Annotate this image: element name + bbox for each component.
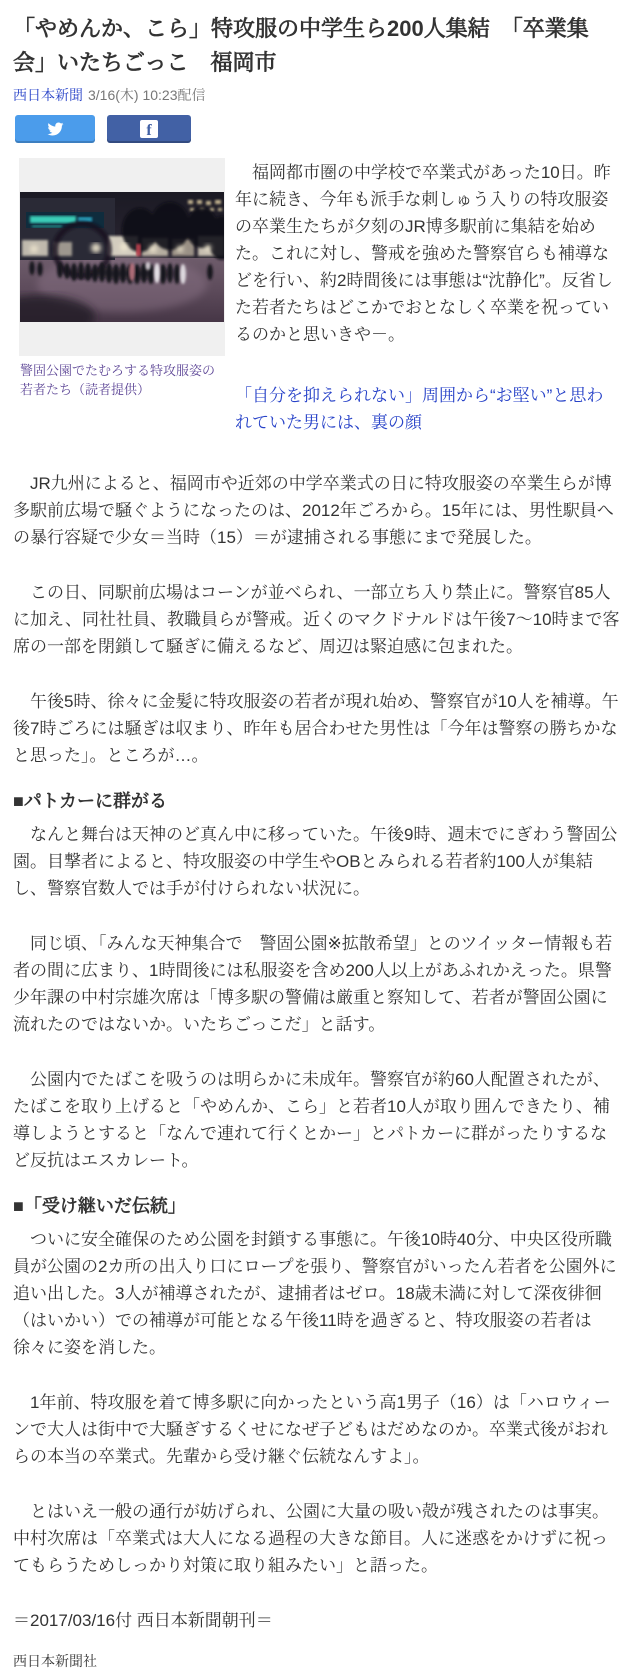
article-meta [13,86,620,104]
article-paragraph: 同じ頃、「みんな天神集合で 警固公園※拡散希望」とのツイッター情報も若者の間に広まり、1時間後には私服姿を含め200人以上があふれかえった。県警少年課の中村宗雄次席は「博多駅の警備は厳重と察知して、若者が警固公園に流れたのではないか。いたちごっこだ」と話す。 [13,934,613,1034]
publish-timestamp: 3/16(木) 10:23配信 [88,87,206,103]
article-body [13,470,620,1670]
lead-column [235,158,620,436]
section-heading-tradition: ■「受け継いだ伝統」 [13,1196,186,1216]
source-link[interactable]: 西日本新聞 [13,87,83,103]
edition-footer-note: ＝2017/03/16付 西日本新聞朝刊＝ [13,1611,273,1630]
share-button-row [15,115,620,143]
thumbnail-box[interactable] [19,158,225,356]
article-paragraph: とはいえ一般の通行が妨げられ、公園に大量の吸い殻が残されたのは事実。中村次席は「卒業式は大人になる過程の大きな節目。人に迷惑をかけずに祝ってもらうためしっかり対策に取り組みたい」と語った。 [13,1502,610,1575]
article-headline: 「やめんか、こら」特攻服の中学生ら200人集結 「卒業集会」いたちごっこ 福岡市 [13,16,589,75]
lead-paragraph: 福岡都市圏の中学校で卒業式があった10日。昨年に続き、今年も派手な刺しゅう入りの特攻服姿の卒業生たちが夕刻のJR博多駅前に集結を始めた。これに対し、警戒を強めた警察官らも補導などを行い、約2時間後には事態は“沈静化”。反省した若者たちはどこかでおとなしく卒業を祝っているのかと思いきや－。 [235,163,613,344]
related-article-link[interactable]: 「自分を抑えられない」周囲から“お堅い”と思われていた男には、裏の顔 [235,386,604,432]
article-figure [13,158,225,399]
lead-section [13,158,620,436]
facebook-share-button[interactable] [107,115,191,143]
provider-footer-link[interactable]: 西日本新聞社 [13,1653,97,1669]
article-paragraph: この日、同駅前広場はコーンが並べられ、一部立ち入り禁止に。警察官85人に加え、同社社員、教職員らが警戒。近くのマクドナルドは午後7～10時まで客席の一部を閉鎖して騒ぎに備えるなど、周辺は緊迫感に包まれた。 [13,583,620,656]
twitter-bird-icon [46,121,65,137]
section-heading-patrol-car: ■パトカーに群がる [13,791,167,811]
article-paragraph: ついに安全確保のため公園を封鎖する事態に。午後10時40分、中央区役所職員が公園の2カ所の出入り口にロープを張り、警察官がいったん若者を公園外に追い出した。3人が補導されたが、逮捕者はゼロ。18歳未満に対して深夜徘徊（はいかい）での補導が可能となる午後11時を過ぎると、特攻服姿の若者は徐々に姿を消した。 [13,1230,617,1357]
article-paragraph: 午後5時、徐々に金髪に特攻服姿の若者が現れ始め、警察官が10人を補導。午後7時ごろには騒ぎは収まり、昨年も居合わせた男性は「今年は警察の勝ちかなと思った」。ところが…。 [13,692,619,765]
photo-caption-link[interactable]: 警固公園でたむろする特攻服姿の若者たち（読者提供） [20,363,216,397]
article-paragraph: 公園内でたばこを吸うのは明らかに未成年。警察官が約60人配置されたが、たばこを取り上げると「やめんか、こら」と若者10人が取り囲んできたり、補導しようとすると「なんで連れて行くとかー」とパトカーに群がったりするなど反抗はエスカレート。 [13,1070,610,1170]
article-paragraph: JR九州によると、福岡市や近郊の中学卒業式の日に特攻服姿の卒業生らが博多駅前広場で騒ぐようになったのは、2012年ごろから。15年には、男性駅員への暴行容疑で少女＝当時（15）＝が逮捕される事態にまで発展した。 [13,474,614,547]
facebook-f-icon: f [140,120,158,138]
article-photo [20,192,224,322]
article-paragraph: なんと舞台は天神のど真ん中に移っていた。午後9時、週末でにぎわう警固公園。目撃者によると、特攻服姿の中学生やOBとみられる若者約100人が集結し、警察官数人では手が付けられない状況に。 [13,825,618,898]
twitter-share-button[interactable] [15,115,95,143]
article-paragraph: 1年前、特攻服を着て博多駅に向かったという高1男子（16）は「ハロウィーンで大人は街中で大騒ぎするくせになぜ子どもはだめなのか。卒業式後がおれらの本当の卒業式。先輩から受け継ぐ伝統なんすよ」。 [13,1393,611,1466]
